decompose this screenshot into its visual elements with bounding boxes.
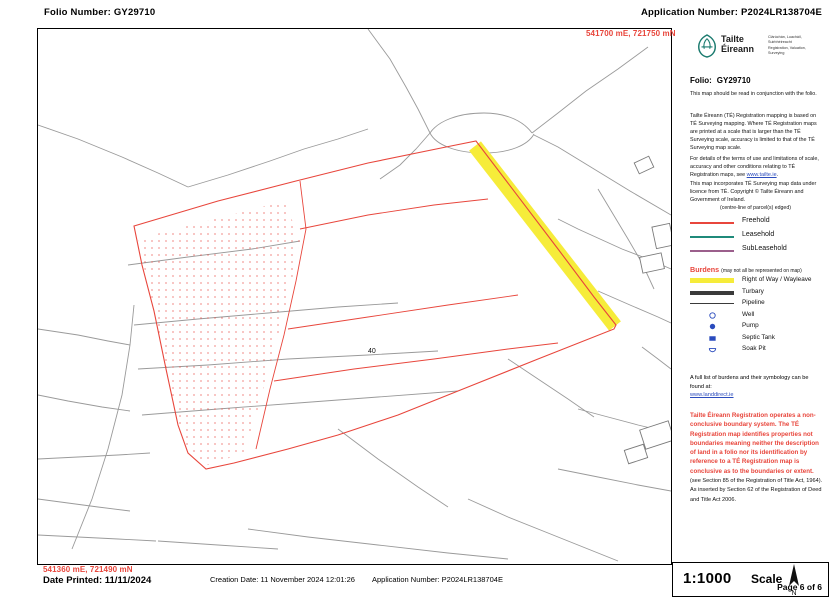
page-number: Page 6 of 6: [777, 582, 822, 592]
burden-item-right-of-way: [690, 275, 828, 287]
footer-application-value: P2024LR138704E: [441, 575, 503, 584]
landdirect-link[interactable]: www.landdirect.ie: [690, 392, 734, 399]
legend-item-subleasehold: [690, 244, 828, 258]
creation-date-label: Creation Date:: [210, 575, 259, 584]
burdens-full-list-text: A full list of burdens and their symbology can be found at:: [690, 375, 809, 390]
legend-item-freehold: [690, 216, 828, 230]
map-legend-panel: [676, 28, 831, 556]
leasehold-swatch: [690, 236, 734, 238]
map-canvas[interactable]: [37, 28, 672, 565]
parcel-number-label: 40: [368, 348, 376, 355]
burden-item-soak-pit: [690, 344, 828, 356]
tailte-website-link[interactable]: www.tailte.ie: [746, 172, 777, 179]
freehold-swatch: [690, 222, 734, 224]
panel-paragraph-1: This map should be read in conjunction with the folio.: [690, 91, 817, 97]
logo-subtitle: Clárúchán, Luacháil, Suirbhéireacht Registration, Valuation, Surveying: [768, 35, 806, 56]
burdens-heading: [690, 265, 802, 275]
freehold-label: Freehold: [742, 217, 770, 224]
folio-number-value: GY29710: [113, 7, 156, 18]
pump-label: Pump: [742, 322, 759, 329]
legend-item-leasehold: [690, 230, 828, 244]
subleasehold-label: SubLeasehold: [742, 245, 787, 252]
folio-number-label: Folio Number:: [44, 7, 111, 18]
footer-application-label: Application Number:: [372, 575, 440, 584]
pump-icon: [708, 322, 717, 331]
burdens-legend: [690, 275, 828, 356]
coordinate-top-right: 541700 mE, 721750 mN: [586, 29, 676, 38]
scale-ratio: 1:1000: [683, 570, 732, 587]
panel-paragraph-2: Tailte Éireann (TÉ) Registration mapping is based on TÉ Surveying mapping. Where TÉ Registration maps are printed at a scale that is larger than the TÉ Surveying scale, accuracy is limited to that of the TÉ Surveying map scale.: [690, 113, 817, 152]
right-of-way-swatch: [690, 278, 734, 283]
pipeline-label: Pipeline: [742, 299, 765, 306]
coordinate-bottom-left: 541360 mE, 721490 mN: [43, 565, 133, 574]
right-of-way-label: Right of Way / Wayleave: [742, 276, 812, 283]
burden-item-turbary: [690, 287, 828, 299]
panel-paragraph-3-pre: For details of the terms of use and limitations of scale, accuracy and other conditions relating to TÉ Registration maps, see: [690, 156, 819, 179]
footer-application-number: [372, 575, 503, 584]
tailte-logo-icon: [696, 34, 718, 58]
panel-paragraph-3-post: .: [776, 172, 779, 179]
burdens-title-text: Burdens: [690, 265, 720, 274]
burden-item-septic-tank: [690, 333, 828, 345]
boundary-disclaimer-normal: (see Section 85 of the Registration of Title Act, 1964). As inserted by Section 62 of the Registration of Deed and Title Act 2006.: [690, 478, 823, 503]
pipeline-swatch: [690, 303, 734, 304]
panel-paragraph-3: [690, 155, 821, 179]
septic-tank-icon: [708, 334, 717, 343]
application-number-header: [641, 7, 822, 18]
date-printed: Date Printed: 11/11/2024: [43, 575, 152, 586]
creation-date: [210, 575, 355, 584]
folio-number-header: [44, 7, 155, 18]
application-number-label: Application Number:: [640, 7, 739, 18]
centre-line-note: (centre-line of parcel(s) edged): [720, 205, 791, 211]
burdens-note: (may not all be represented on map): [721, 268, 802, 274]
boundary-disclaimer-red: Tailte Éireann Registration operates a non-conclusive boundary system. The TÉ Registration map identifies properties not boundaries meaning neither the description of land in a folio nor its identification by reference to a TÉ Registration map is conclusive as to the boundaries or extent.: [690, 412, 819, 475]
turbary-label: Turbary: [742, 287, 764, 295]
tenure-legend: [690, 216, 828, 258]
burden-item-well: [690, 310, 828, 322]
panel-folio-value: GY29710: [716, 76, 751, 85]
well-icon: [708, 311, 717, 320]
panel-paragraph-4: This map incorporates TÉ Surveying map data under licence from TÉ. Copyright © Tailte Éireann and Government of Ireland.: [690, 181, 817, 204]
burden-item-pump: [690, 321, 828, 333]
panel-folio: [690, 75, 751, 87]
map-graphic: [38, 29, 671, 564]
panel-folio-label: Folio:: [690, 76, 712, 85]
turbary-swatch: [690, 291, 734, 295]
leasehold-label: Leasehold: [742, 231, 775, 238]
logo-wordmark: Tailte Éireann: [721, 34, 755, 55]
subleasehold-swatch: [690, 250, 734, 252]
application-number-value: P2024LR138704E: [741, 7, 822, 18]
soak-pit-label: Soak Pit: [742, 345, 766, 352]
burdens-full-list: [690, 374, 822, 400]
well-label: Well: [742, 310, 755, 318]
creation-date-value: 11 November 2024 12:01:26: [260, 575, 355, 584]
tailte-eireann-logo: [696, 32, 831, 66]
septic-tank-label: Septic Tank: [742, 333, 775, 341]
soak-pit-icon: [708, 345, 717, 354]
scale-label: Scale: [751, 572, 783, 586]
boundary-disclaimer: [690, 411, 824, 504]
svg-text:N: N: [791, 590, 797, 596]
burden-item-pipeline: [690, 298, 828, 310]
